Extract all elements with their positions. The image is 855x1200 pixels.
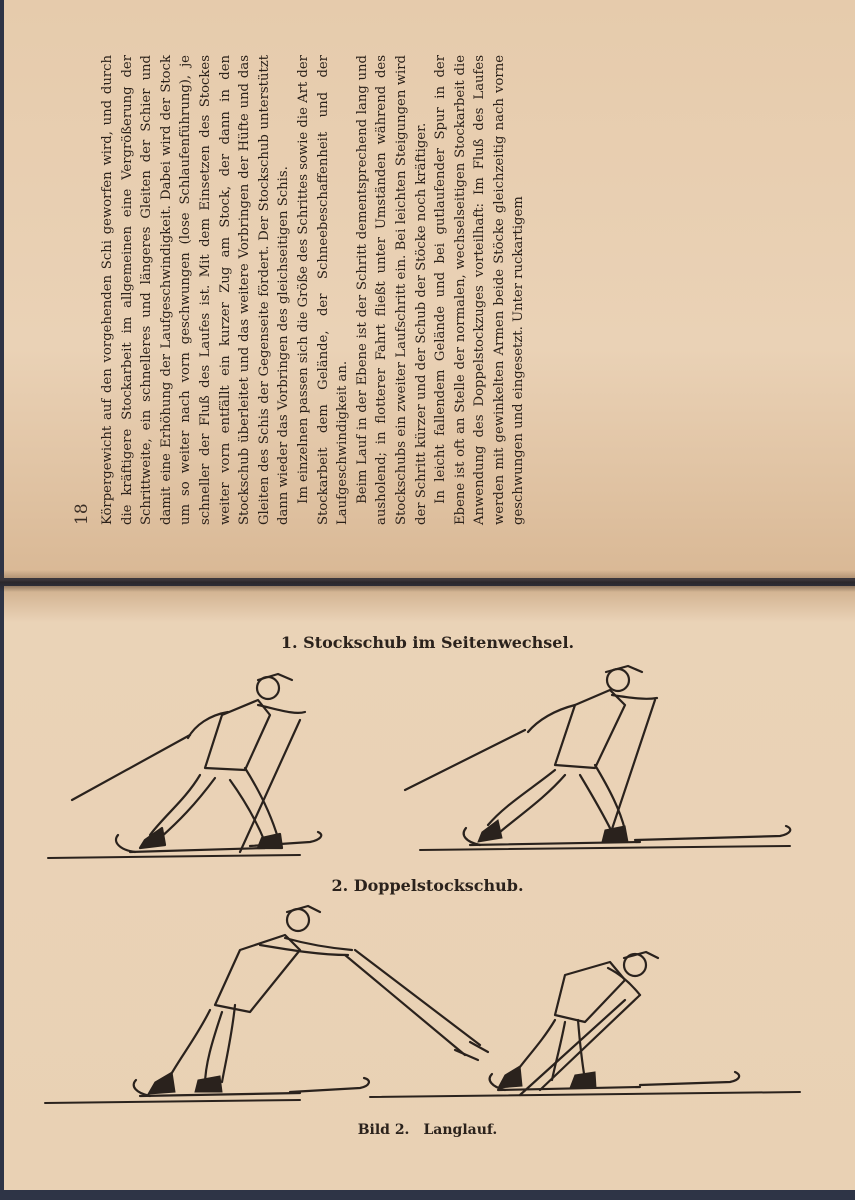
figure-caption-2: 2. Doppelstockschub. <box>331 876 524 895</box>
plate-title: Langlauf. <box>423 1122 498 1138</box>
plate-label: Bild 2. <box>357 1122 410 1138</box>
figure-caption-1: 1. Stockschub im Seitenwechsel. <box>280 633 575 652</box>
paragraph: In leicht fallendem Gelände und bei gutlaufender Spur in der Ebene ist oft an Stelle der normalen, wechselseitigen Stockarbeit die Anwendung des Doppelstockzuges vorteilhaft: Im Fluß des Laufes werden mit gewinkelten Armen beide Stöcke gleichzeitig nach vorne geschwungen und eingesetzt. Unter ruckartigem <box>433 55 527 525</box>
paragraph: Körpergewicht auf den vorgehenden Schi geworfen wird, und durch die kräftigere Stockarbeit im allgemeinen eine Vergrößerung der Schrittweite, ein schnelleres und längeres Gleiten der Schier und damit eine Erhöhung der Laufgeschwindigkeit. Dabei wird der Stock um so weiter nach vorn geschwungen (lose Schlaufenführung), je schneller der Fluß des Laufes ist. Mit dem Einsetzen des Stockes weiter vorn entfällt ein kurzer Zug am Stock, der dann in den Stockschub überleitet und das weitere Vorbringen der Hüfte und das Gleiten des Schis der Gegenseite fördert. Der Stockschub unterstützt dann wieder das Vorbringen des gleichseitigen Schis. <box>100 55 292 525</box>
skier-double-pole-push-1 <box>134 906 488 1096</box>
paragraph: Im einzelnen passen sich die Größe des Schrittes sowie die Art der Stockarbeit dem Gelände, der Schneebeschaffenheit und der Laufgeschwindigkeit an. <box>295 55 351 525</box>
skier-double-pole-push-2 <box>490 952 739 1095</box>
skier-alternating-pole-push-1 <box>72 674 321 852</box>
page-number: 18 <box>72 503 92 525</box>
skier-alternating-pole-push-2 <box>405 666 790 845</box>
paragraph: Beim Lauf in der Ebene ist der Schritt dementsprechend lang und ausholend; in flotterer Fahrt fließt unter Umständen während des Stockschubs ein zweiter Laufschritt ein. Bei leichten Steigungen wird der Schritt kürzer und der Schub der Stöcke noch kräftiger. <box>354 55 429 525</box>
